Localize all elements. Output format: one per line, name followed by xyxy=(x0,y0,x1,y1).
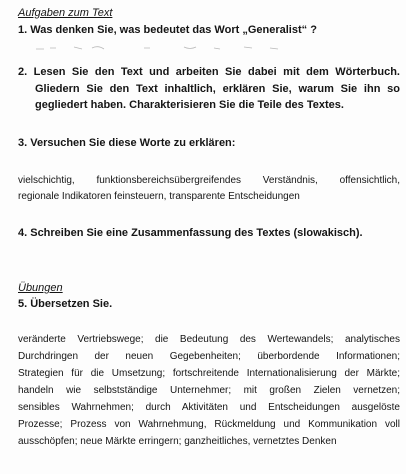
translation-line-7: ausschöpfen; neue Märkte erringern; ganzheitliches, vernetztes Denken xyxy=(18,436,337,447)
translation-line-1: veränderte Vertriebswege; die Bedeutung des Wertewandels; analytisches xyxy=(18,334,400,345)
tasks-heading: Aufgaben zum Text xyxy=(18,7,113,19)
exercises-heading: Übungen xyxy=(18,282,63,294)
question-2-line-3: gegliedert haben. Charakterisieren Sie die Teile des Textes. xyxy=(35,99,344,111)
question-3-words-line-2: regionale Indikatoren feinsteuern, transparente Entscheidungen xyxy=(18,191,300,202)
translation-line-2: Durchdringen der neuen Gegebenheiten; überbordende Informationen; xyxy=(18,351,400,362)
translation-line-4: handeln wie selbstständige Unternehmer; mit großen Zielen vernetzen; xyxy=(18,385,400,396)
question-5: 5. Übersetzen Sie. xyxy=(18,298,113,310)
question-4: 4. Schreiben Sie eine Zusammenfassung des Textes (slowakisch). xyxy=(18,227,363,239)
question-3: 3. Versuchen Sie diese Worte zu erklären: xyxy=(18,137,236,149)
handwritten-scribble xyxy=(34,43,294,53)
translation-line-6: Prozesse; Prozess von Wahrnehmung, Rückmeldung und Kommunikation voll xyxy=(18,419,400,430)
question-2-line-1: 2. Lesen Sie den Text und arbeiten Sie dabei mit dem Wörterbuch. xyxy=(18,66,400,78)
question-3-words-line-1: vielschichtig, funktionsbereichsübergreifendes Verständnis, offensichtlich, xyxy=(18,175,400,186)
question-2-line-2: Gliedern Sie den Text inhaltlich, erklären Sie, warum Sie ihn so xyxy=(35,83,400,95)
translation-line-5: sensibles Wahrnehmen; durch Aktivitäten und Entscheidungen ausgelöste xyxy=(18,402,400,413)
translation-line-3: Strategien für die Umsetzung; fortschreitende Internationalisierung der Märkte; xyxy=(18,368,400,379)
question-1: 1. Was denken Sie, was bedeutet das Wort „Generalist“ ? xyxy=(18,24,317,36)
